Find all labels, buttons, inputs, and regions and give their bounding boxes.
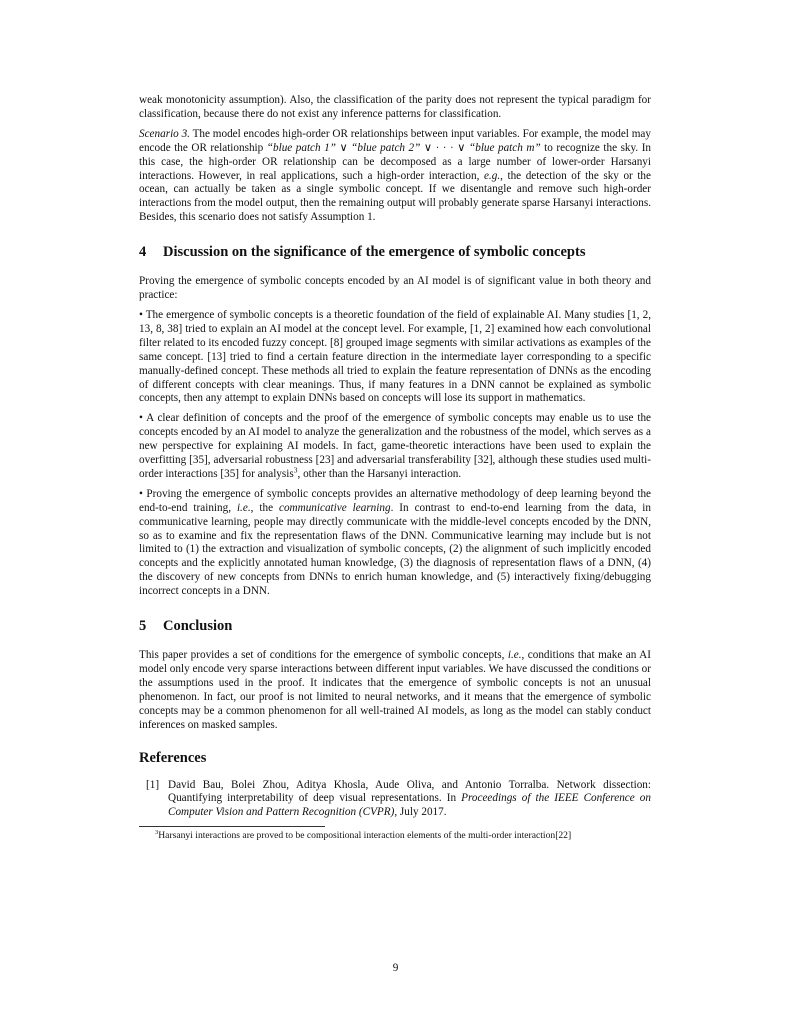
paper-page xyxy=(139,94,651,842)
reference-item: [1] David Bau, Bolei Zhou, Aditya Khosla, Aude Oliva, and Antonio Torralba. Network dissection: Quantifying interpretability of deep visual representations. In Proceedings of the IEEE Conference on Computer Vision and Pattern Recognition (CVPR), July 2017. xyxy=(146,778,651,819)
reference-label: [1] xyxy=(146,778,160,791)
section-4-heading: 4 Discussion on the significance of the emergence of symbolic concepts xyxy=(139,244,586,261)
bullet-explainable-ai: • The emergence of symbolic concepts is a theoretic foundation of the field of explainable AI. Many studies [1, 2, 13, 8, 38] tried to explain an AI model at the concept level. For example, [1, 2] examined how each convolutional filter related to its encoded fuzzy concept. [8] grouped image segments with similar activations as examples of the same concept. [13] tried to find a certain feature direction in the intermediate layer corresponding to a specific manually-defined concept. These methods all tried to explain the feature representation of DNNs as the encoding of different concepts with clear meanings. Thus, if many features in a DNN cannot be explained as symbolic concepts, then any attempt to explain DNNs based on concepts will lose its support in mathematics. xyxy=(139,308,651,405)
page-number: 9 xyxy=(392,962,399,974)
footnote: $^3$Harsanyi interactions are proved to be compositional interaction elements of the multi-order interaction[22] xyxy=(155,829,572,842)
bullet-communicative-learning: • Proving the emergence of symbolic concepts provides an alternative methodology of deep learning beyond the end-to-end training, i.e., the communicative learning. In contrast to end-to-end learning from the data, in communicative learning, people may directly communicate with the middle-level concepts encoded by the DNN, so as to examine and fix the representation flaws of the DNN. Communicative learning may include but is not limited to (1) the extraction and visualization of symbolic concepts, (2) the alignment of such implicitly encoded concepts and the explicitly annotated human knowledge, (3) the diagnosis of representation flaws of a DNN, (4) the discovery of new concepts from DNNs to enrich human knowledge, and (5) interactively fixing/debugging incorrect concepts in a DNN. xyxy=(139,487,651,598)
paragraph-scenario-3: Scenario 3. The model encodes high-order OR relationships between input variables. For example, the model may encode the OR relationship “blue patch 1” ∨ “blue patch 2” ∨ · · · ∨ “blue patch m” to recognize the sky. In this case, the high-order OR relationship can be decomposed as a large number of lower-order Harsanyi interactions. However, in real applications, such a high-order interaction, e.g., the detection of the sky or the ocean, can actually be taken as a single symbolic concept. If we disentangle and remove such high-order interactions from the model output, then the remaining output will probably generate sparse Harsanyi interactions. Besides, this scenario does not satisfy Assumption 1. xyxy=(139,127,652,224)
section-4-intro: Proving the emergence of symbolic concepts encoded by an AI model is of significant value in both theory and practice: xyxy=(139,275,651,302)
references-heading: References xyxy=(139,749,207,766)
footnote-marker: 3 xyxy=(293,465,298,475)
bullet-generalization: • A clear definition of concepts and the proof of the emergence of symbolic concepts may enable us to use the concepts encoded by an AI model to analyze the generalization and the robustness of the model, which serves as a new perspective for explaining AI models. In fact, game-theoretic interactions have been used to explain the overfitting [35], adversarial robustness [23] and adversarial transferability [32], although these studies used multi-order interactions [35] for analysis$^3$, other than the Harsanyi interaction. xyxy=(139,412,651,480)
scenario-label: Scenario 3. xyxy=(139,127,190,140)
paragraph-continued: weak monotonicity assumption). Also, the classification of the parity does not represent the typical paradigm for classification, because there do not exist any inference patterns for classification. xyxy=(139,94,651,120)
section-5-heading: 5 Conclusion xyxy=(139,618,233,635)
footnote-divider xyxy=(139,826,325,827)
conclusion-paragraph: This paper provides a set of conditions for the emergence of symbolic concepts, i.e., conditions that make an AI model only encode very sparse interactions between different input variables. We have discussed the conditions or the assumptions used in the proof. It indicates that the emergence of symbolic concepts is not an unusual phenomenon. In fact, our proof is not limited to neural networks, and it means that the emergence of symbolic concepts may be a common phenomenon for all well-trained AI models, as long as the model can stably conduct inferences on masked samples. xyxy=(139,649,651,731)
